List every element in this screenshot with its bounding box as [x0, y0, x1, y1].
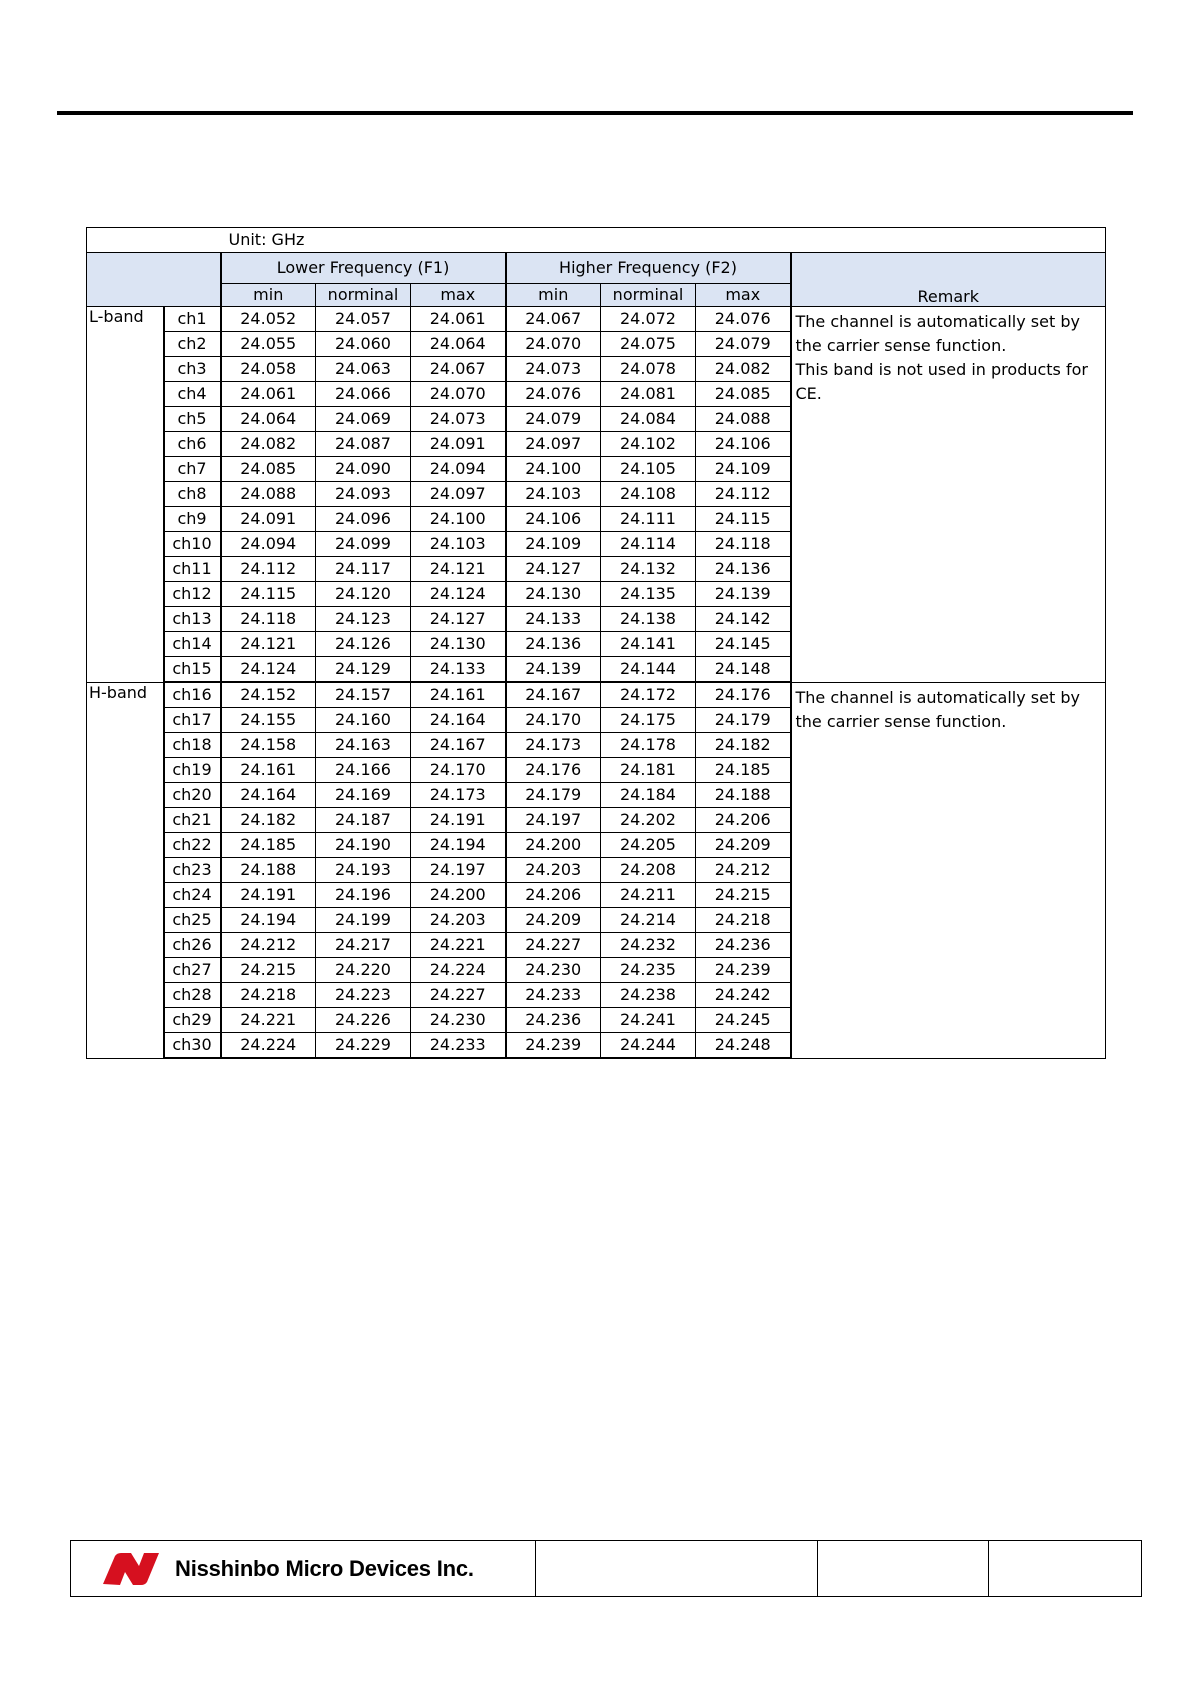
frequency-cell: 24.144	[601, 657, 696, 683]
channel-cell: ch7	[164, 457, 221, 482]
remark-line: the carrier sense function.	[795, 336, 1007, 355]
frequency-cell: 24.082	[221, 432, 316, 457]
frequency-cell: 24.176	[696, 682, 791, 708]
frequency-cell: 24.152	[221, 682, 316, 708]
frequency-cell: 24.129	[316, 657, 411, 683]
frequency-cell: 24.212	[696, 858, 791, 883]
frequency-cell: 24.232	[601, 933, 696, 958]
frequency-cell: 24.109	[506, 532, 601, 557]
frequency-cell: 24.178	[601, 733, 696, 758]
unit-label: Unit: GHz	[221, 228, 1106, 253]
frequency-cell: 24.157	[316, 682, 411, 708]
frequency-cell: 24.079	[696, 332, 791, 357]
frequency-cell: 24.164	[221, 783, 316, 808]
remark-line: CE.	[795, 384, 822, 403]
channel-cell: ch10	[164, 532, 221, 557]
lower-frequency-header: Lower Frequency (F1)	[221, 253, 506, 284]
frequency-cell: 24.112	[696, 482, 791, 507]
frequency-cell: 24.188	[221, 858, 316, 883]
frequency-cell: 24.148	[696, 657, 791, 683]
frequency-cell: 24.193	[316, 858, 411, 883]
frequency-cell: 24.208	[601, 858, 696, 883]
frequency-cell: 24.103	[411, 532, 506, 557]
frequency-cell: 24.221	[411, 933, 506, 958]
frequency-cell: 24.121	[221, 632, 316, 657]
channel-cell: ch9	[164, 507, 221, 532]
frequency-cell: 24.181	[601, 758, 696, 783]
footer-cell-3	[818, 1541, 989, 1597]
frequency-cell: 24.136	[696, 557, 791, 582]
frequency-cell: 24.212	[221, 933, 316, 958]
frequency-cell: 24.203	[411, 908, 506, 933]
channel-cell: ch17	[164, 708, 221, 733]
table-row	[87, 682, 1106, 708]
f1-max-header: max	[411, 284, 506, 307]
frequency-cell: 24.172	[601, 682, 696, 708]
frequency-cell: 24.109	[696, 457, 791, 482]
frequency-cell: 24.090	[316, 457, 411, 482]
remark-cell	[791, 307, 1106, 683]
f2-min-header: min	[506, 284, 601, 307]
frequency-cell: 24.094	[411, 457, 506, 482]
channel-cell: ch18	[164, 733, 221, 758]
band-label: L-band	[87, 307, 164, 683]
frequency-cell: 24.241	[601, 1008, 696, 1033]
frequency-cell: 24.127	[411, 607, 506, 632]
frequency-cell: 24.206	[506, 883, 601, 908]
table-row	[87, 307, 1106, 332]
channel-cell: ch16	[164, 682, 221, 708]
frequency-cell: 24.105	[601, 457, 696, 482]
footer-cell-4	[989, 1541, 1142, 1597]
channel-cell: ch4	[164, 382, 221, 407]
frequency-cell: 24.072	[601, 307, 696, 332]
frequency-cell: 24.211	[601, 883, 696, 908]
frequency-cell: 24.206	[696, 808, 791, 833]
frequency-cell: 24.094	[221, 532, 316, 557]
frequency-cell: 24.190	[316, 833, 411, 858]
frequency-cell: 24.124	[411, 582, 506, 607]
channel-cell: ch2	[164, 332, 221, 357]
frequency-cell: 24.202	[601, 808, 696, 833]
frequency-cell: 24.182	[221, 808, 316, 833]
frequency-cell: 24.170	[506, 708, 601, 733]
frequency-cell: 24.055	[221, 332, 316, 357]
frequency-cell: 24.236	[506, 1008, 601, 1033]
remark-line: The channel is automatically set by	[795, 687, 1080, 707]
frequency-cell: 24.200	[411, 883, 506, 908]
frequency-cell: 24.196	[316, 883, 411, 908]
frequency-cell: 24.223	[316, 983, 411, 1008]
frequency-cell: 24.188	[696, 783, 791, 808]
frequency-cell: 24.176	[506, 758, 601, 783]
frequency-cell: 24.187	[316, 808, 411, 833]
frequency-cell: 24.209	[506, 908, 601, 933]
frequency-cell: 24.203	[506, 858, 601, 883]
frequency-cell: 24.139	[506, 657, 601, 683]
table-body	[87, 307, 1106, 1059]
frequency-cell: 24.091	[411, 432, 506, 457]
frequency-cell: 24.191	[411, 808, 506, 833]
frequency-cell: 24.093	[316, 482, 411, 507]
frequency-cell: 24.114	[601, 532, 696, 557]
frequency-cell: 24.061	[411, 307, 506, 332]
frequency-cell: 24.133	[506, 607, 601, 632]
frequency-cell: 24.224	[221, 1033, 316, 1059]
frequency-cell: 24.158	[221, 733, 316, 758]
channel-cell: ch26	[164, 933, 221, 958]
frequency-cell: 24.194	[411, 833, 506, 858]
frequency-cell: 24.175	[601, 708, 696, 733]
frequency-cell: 24.066	[316, 382, 411, 407]
frequency-cell: 24.067	[506, 307, 601, 332]
header-blank	[87, 253, 221, 307]
channel-cell: ch23	[164, 858, 221, 883]
channel-cell: ch12	[164, 582, 221, 607]
frequency-cell: 24.245	[696, 1008, 791, 1033]
frequency-cell: 24.099	[316, 532, 411, 557]
frequency-cell: 24.070	[411, 382, 506, 407]
frequency-cell: 24.084	[601, 407, 696, 432]
frequency-cell: 24.155	[221, 708, 316, 733]
frequency-cell: 24.145	[696, 632, 791, 657]
remark-cell	[791, 682, 1106, 1058]
channel-cell: ch22	[164, 833, 221, 858]
frequency-cell: 24.064	[221, 407, 316, 432]
frequency-cell: 24.135	[601, 582, 696, 607]
frequency-cell: 24.179	[506, 783, 601, 808]
higher-frequency-header: Higher Frequency (F2)	[506, 253, 791, 284]
frequency-cell: 24.136	[506, 632, 601, 657]
frequency-cell: 24.087	[316, 432, 411, 457]
frequency-cell: 24.070	[506, 332, 601, 357]
frequency-cell: 24.235	[601, 958, 696, 983]
channel-cell: ch3	[164, 357, 221, 382]
frequency-cell: 24.191	[221, 883, 316, 908]
frequency-cell: 24.239	[696, 958, 791, 983]
frequency-cell: 24.076	[506, 382, 601, 407]
channel-cell: ch28	[164, 983, 221, 1008]
frequency-cell: 24.088	[696, 407, 791, 432]
frequency-cell: 24.233	[411, 1033, 506, 1059]
frequency-cell: 24.197	[506, 808, 601, 833]
frequency-cell: 24.200	[506, 833, 601, 858]
frequency-cell: 24.199	[316, 908, 411, 933]
frequency-cell: 24.209	[696, 833, 791, 858]
channel-cell: ch6	[164, 432, 221, 457]
frequency-cell: 24.075	[601, 332, 696, 357]
channel-cell: ch29	[164, 1008, 221, 1033]
frequency-cell: 24.205	[601, 833, 696, 858]
frequency-cell: 24.106	[506, 507, 601, 532]
channel-cell: ch13	[164, 607, 221, 632]
frequency-table	[86, 227, 1106, 1059]
frequency-cell: 24.073	[411, 407, 506, 432]
frequency-cell: 24.138	[601, 607, 696, 632]
frequency-cell: 24.132	[601, 557, 696, 582]
frequency-cell: 24.060	[316, 332, 411, 357]
frequency-cell: 24.126	[316, 632, 411, 657]
frequency-cell: 24.238	[601, 983, 696, 1008]
frequency-cell: 24.244	[601, 1033, 696, 1059]
frequency-cell: 24.124	[221, 657, 316, 683]
frequency-cell: 24.233	[506, 983, 601, 1008]
frequency-cell: 24.100	[411, 507, 506, 532]
frequency-cell: 24.052	[221, 307, 316, 332]
frequency-cell: 24.229	[316, 1033, 411, 1059]
channel-cell: ch24	[164, 883, 221, 908]
frequency-cell: 24.081	[601, 382, 696, 407]
channel-cell: ch5	[164, 407, 221, 432]
frequency-cell: 24.078	[601, 357, 696, 382]
frequency-cell: 24.121	[411, 557, 506, 582]
frequency-cell: 24.242	[696, 983, 791, 1008]
frequency-cell: 24.108	[601, 482, 696, 507]
frequency-cell: 24.079	[506, 407, 601, 432]
footer-logo-cell	[71, 1541, 536, 1597]
frequency-cell: 24.096	[316, 507, 411, 532]
frequency-cell: 24.097	[506, 432, 601, 457]
frequency-cell: 24.169	[316, 783, 411, 808]
frequency-cell: 24.127	[506, 557, 601, 582]
frequency-cell: 24.067	[411, 357, 506, 382]
frequency-cell: 24.239	[506, 1033, 601, 1059]
company-logo	[101, 1541, 535, 1596]
frequency-cell: 24.248	[696, 1033, 791, 1059]
frequency-cell: 24.184	[601, 783, 696, 808]
company-name: Nisshinbo Micro Devices Inc.	[175, 1555, 474, 1581]
frequency-cell: 24.061	[221, 382, 316, 407]
frequency-cell: 24.218	[221, 983, 316, 1008]
frequency-cell: 24.215	[696, 883, 791, 908]
channel-cell: ch25	[164, 908, 221, 933]
f2-nominal-header: norminal	[601, 284, 696, 307]
frequency-cell: 24.111	[601, 507, 696, 532]
frequency-cell: 24.230	[411, 1008, 506, 1033]
frequency-cell: 24.218	[696, 908, 791, 933]
frequency-cell: 24.088	[221, 482, 316, 507]
channel-cell: ch8	[164, 482, 221, 507]
frequency-cell: 24.197	[411, 858, 506, 883]
frequency-cell: 24.167	[411, 733, 506, 758]
frequency-cell: 24.179	[696, 708, 791, 733]
footer	[70, 1540, 1142, 1597]
frequency-cell: 24.106	[696, 432, 791, 457]
frequency-cell: 24.167	[506, 682, 601, 708]
remark-header: Remark	[791, 253, 1106, 307]
frequency-cell: 24.123	[316, 607, 411, 632]
frequency-cell: 24.102	[601, 432, 696, 457]
frequency-cell: 24.118	[696, 532, 791, 557]
frequency-cell: 24.214	[601, 908, 696, 933]
frequency-cell: 24.185	[696, 758, 791, 783]
frequency-cell: 24.227	[506, 933, 601, 958]
frequency-cell: 24.224	[411, 958, 506, 983]
frequency-cell: 24.182	[696, 733, 791, 758]
frequency-cell: 24.185	[221, 833, 316, 858]
frequency-cell: 24.194	[221, 908, 316, 933]
frequency-cell: 24.161	[221, 758, 316, 783]
frequency-cell: 24.161	[411, 682, 506, 708]
channel-cell: ch15	[164, 657, 221, 683]
channel-cell: ch1	[164, 307, 221, 332]
remark-line: This band is not used in products for	[795, 360, 1088, 379]
frequency-cell: 24.221	[221, 1008, 316, 1033]
frequency-cell: 24.173	[411, 783, 506, 808]
frequency-cell: 24.115	[221, 582, 316, 607]
frequency-cell: 24.142	[696, 607, 791, 632]
frequency-cell: 24.069	[316, 407, 411, 432]
frequency-cell: 24.063	[316, 357, 411, 382]
frequency-cell: 24.115	[696, 507, 791, 532]
frequency-cell: 24.160	[316, 708, 411, 733]
channel-cell: ch30	[164, 1033, 221, 1059]
frequency-cell: 24.057	[316, 307, 411, 332]
channel-cell: ch20	[164, 783, 221, 808]
frequency-cell: 24.217	[316, 933, 411, 958]
frequency-cell: 24.073	[506, 357, 601, 382]
frequency-cell: 24.058	[221, 357, 316, 382]
channel-cell: ch19	[164, 758, 221, 783]
frequency-cell: 24.076	[696, 307, 791, 332]
frequency-cell: 24.164	[411, 708, 506, 733]
channel-cell: ch27	[164, 958, 221, 983]
f1-min-header: min	[221, 284, 316, 307]
frequency-cell: 24.227	[411, 983, 506, 1008]
frequency-cell: 24.133	[411, 657, 506, 683]
frequency-cell: 24.170	[411, 758, 506, 783]
footer-cell-2	[536, 1541, 818, 1597]
nisshinbo-logo-icon	[101, 1552, 163, 1586]
frequency-cell: 24.117	[316, 557, 411, 582]
frequency-cell: 24.130	[506, 582, 601, 607]
channel-cell: ch21	[164, 808, 221, 833]
f1-nominal-header: norminal	[316, 284, 411, 307]
frequency-cell: 24.130	[411, 632, 506, 657]
band-label: H-band	[87, 682, 164, 1058]
frequency-cell: 24.118	[221, 607, 316, 632]
frequency-cell: 24.100	[506, 457, 601, 482]
header-rule	[57, 111, 1133, 115]
frequency-cell: 24.230	[506, 958, 601, 983]
frequency-cell: 24.226	[316, 1008, 411, 1033]
frequency-cell: 24.163	[316, 733, 411, 758]
remark-line: The channel is automatically set by	[795, 312, 1080, 331]
frequency-cell: 24.220	[316, 958, 411, 983]
frequency-cell: 24.215	[221, 958, 316, 983]
frequency-cell: 24.085	[696, 382, 791, 407]
frequency-cell: 24.141	[601, 632, 696, 657]
f2-max-header: max	[696, 284, 791, 307]
channel-cell: ch11	[164, 557, 221, 582]
frequency-cell: 24.173	[506, 733, 601, 758]
frequency-cell: 24.103	[506, 482, 601, 507]
frequency-cell: 24.097	[411, 482, 506, 507]
frequency-cell: 24.236	[696, 933, 791, 958]
remark-line: the carrier sense function.	[795, 711, 1007, 731]
frequency-cell: 24.120	[316, 582, 411, 607]
frequency-cell: 24.091	[221, 507, 316, 532]
frequency-cell: 24.139	[696, 582, 791, 607]
frequency-cell: 24.082	[696, 357, 791, 382]
frequency-cell: 24.085	[221, 457, 316, 482]
unit-spacer	[87, 228, 221, 253]
channel-cell: ch14	[164, 632, 221, 657]
frequency-cell: 24.064	[411, 332, 506, 357]
frequency-cell: 24.166	[316, 758, 411, 783]
frequency-cell: 24.112	[221, 557, 316, 582]
